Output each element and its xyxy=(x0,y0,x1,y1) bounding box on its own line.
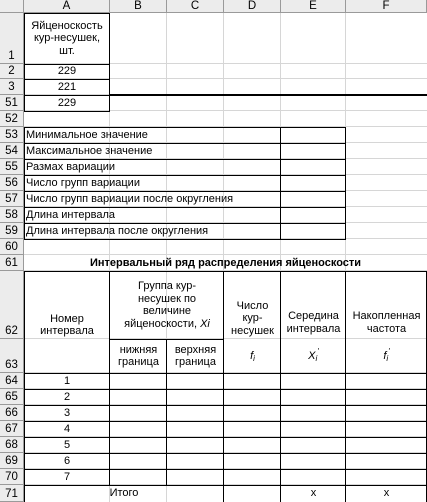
stat-label-text: Число групп вариации после округления xyxy=(26,192,234,205)
row-header-label: 71 xyxy=(5,488,18,500)
interval-data-cell[interactable] xyxy=(167,437,224,453)
cumulative-header-line: частота xyxy=(366,322,407,335)
symbol-fi-prime[interactable] xyxy=(346,339,427,373)
cumulative-header xyxy=(353,310,421,335)
row-header-59[interactable] xyxy=(0,223,24,239)
stat-value-cell[interactable] xyxy=(281,127,346,143)
interval-data-cell[interactable] xyxy=(167,389,224,405)
row-header-label: 62 xyxy=(5,325,18,337)
table-title: Интервальный ряд распределения яйценоскости xyxy=(89,256,362,269)
interval-number-text: 1 xyxy=(63,374,71,387)
interval-number-cell[interactable] xyxy=(24,437,110,453)
count-header xyxy=(231,300,274,338)
value-cell[interactable] xyxy=(24,79,110,95)
x-mark: x xyxy=(310,487,317,500)
row-header-label: 64 xyxy=(5,375,18,387)
upper-bound-header-line: верхняя xyxy=(174,343,217,356)
row-header-58[interactable] xyxy=(0,207,24,223)
upper-bound-header-line: граница xyxy=(175,356,216,368)
interval-data-cell[interactable] xyxy=(281,373,346,389)
row-header-label: 67 xyxy=(5,423,18,435)
lower-bound-header xyxy=(118,344,159,369)
total-label: Итого xyxy=(109,487,139,500)
row-header-label: 2 xyxy=(8,65,15,77)
stat-value-cell[interactable] xyxy=(281,191,346,207)
interval-number-text: 7 xyxy=(63,470,71,483)
interval-number-text: 3 xyxy=(63,406,71,419)
stat-label-cell[interactable] xyxy=(24,207,281,223)
row-header-57[interactable] xyxy=(0,191,24,207)
interval-data-cell[interactable] xyxy=(224,437,281,453)
row-header-label: 52 xyxy=(5,113,18,125)
row-header-60[interactable] xyxy=(0,239,24,255)
table-title-cell[interactable] xyxy=(24,255,427,271)
stat-label-text: Максимальное значение xyxy=(26,144,153,157)
lower-bound-header-line: нижняя xyxy=(119,343,158,356)
row-header-64[interactable] xyxy=(0,373,24,389)
count-header-line: Число xyxy=(236,299,269,312)
column-header-d[interactable] xyxy=(224,0,281,13)
interval-data-cell[interactable] xyxy=(224,421,281,437)
column-header-f[interactable] xyxy=(346,0,427,13)
symbol-xi-sub: i xyxy=(315,353,318,363)
interval-number-header-line: Номер xyxy=(50,312,84,325)
value-text: 229 xyxy=(57,65,77,78)
row-header-3[interactable] xyxy=(0,79,24,95)
group-header-line: Группа кур- xyxy=(137,280,196,292)
row-header-label: 3 xyxy=(8,81,15,93)
interval-data-cell[interactable] xyxy=(224,469,281,485)
egg-production-header-line: Яйценоскость xyxy=(31,19,103,32)
stat-value-cell[interactable] xyxy=(281,159,346,175)
row-header-52[interactable] xyxy=(0,111,24,127)
total-cumulative-cell[interactable] xyxy=(346,485,427,502)
interval-data-cell[interactable] xyxy=(281,437,346,453)
column-header-c[interactable] xyxy=(167,0,224,13)
interval-data-cell[interactable] xyxy=(346,453,427,469)
row-header-51[interactable] xyxy=(0,95,24,111)
interval-data-cell[interactable] xyxy=(167,405,224,421)
interval-number-text: 5 xyxy=(63,438,71,451)
stat-label-text: Размах вариации xyxy=(26,160,116,173)
group-header-line: несушек по xyxy=(137,292,197,305)
upper-bound-header xyxy=(175,344,216,369)
cumulative-header-line: Накопленная xyxy=(352,310,421,322)
row-header-63[interactable] xyxy=(0,339,24,373)
column-header-label: F xyxy=(382,0,390,12)
row-header-55[interactable] xyxy=(0,159,24,175)
stat-value-cell[interactable] xyxy=(281,223,346,239)
interval-data-cell[interactable] xyxy=(346,469,427,485)
header-middle[interactable] xyxy=(281,271,346,339)
x-mark: x xyxy=(383,487,390,500)
total-label-cell[interactable] xyxy=(24,485,224,502)
column-header-e[interactable] xyxy=(281,0,346,13)
symbol-xi-base: X xyxy=(308,349,316,362)
interval-data-cell[interactable] xyxy=(281,453,346,469)
row-header-62[interactable] xyxy=(0,271,24,339)
stat-label-text: Длина интервала после округления xyxy=(26,224,209,237)
row-header-label: 54 xyxy=(5,145,18,157)
lower-bound-header-line: граница xyxy=(118,356,159,368)
row-header-label: 55 xyxy=(5,161,18,173)
row-header-67[interactable] xyxy=(0,421,24,437)
symbol-fi-prime-sup: ' xyxy=(388,346,390,356)
interval-data-cell[interactable] xyxy=(110,469,167,485)
header-cumulative[interactable] xyxy=(346,271,427,339)
stat-value-cell[interactable] xyxy=(281,143,346,159)
header-cell-egg-production[interactable] xyxy=(24,13,110,64)
interval-data-cell[interactable] xyxy=(110,389,167,405)
stat-label-cell[interactable] xyxy=(24,143,281,159)
column-header-b[interactable] xyxy=(110,0,167,13)
interval-data-cell[interactable] xyxy=(281,389,346,405)
stat-label-text: Минимальное значение xyxy=(26,128,148,141)
row-header-label: 51 xyxy=(5,97,18,109)
interval-data-cell[interactable] xyxy=(224,389,281,405)
interval-data-cell[interactable] xyxy=(110,453,167,469)
interval-number-header-line: интервала xyxy=(40,325,94,337)
interval-number-cell[interactable] xyxy=(24,421,110,437)
row-header-label: 69 xyxy=(5,455,18,467)
symbol-fi-base: f xyxy=(250,349,254,362)
group-header-xi: Xi xyxy=(200,317,210,330)
row-header-label: 65 xyxy=(5,391,18,403)
border-h xyxy=(110,94,427,96)
row-header-68[interactable] xyxy=(0,437,24,453)
middle-header-line: Середина xyxy=(288,310,339,322)
row-header-label: 61 xyxy=(5,257,18,269)
symbol-xi[interactable] xyxy=(281,339,346,373)
symbol-xi-sup: ' xyxy=(317,346,319,356)
column-header-label: C xyxy=(190,0,200,12)
row-header-label: 59 xyxy=(5,225,18,237)
border-h xyxy=(24,111,110,112)
interval-number-text: 6 xyxy=(63,454,71,467)
total-count-cell[interactable] xyxy=(224,485,281,502)
total-middle-cell[interactable] xyxy=(281,485,346,502)
column-header-label: B xyxy=(134,0,142,12)
group-header xyxy=(124,280,210,330)
stat-label-text: Длина интервала xyxy=(26,208,116,221)
symbol-fi-sub: i xyxy=(253,353,255,363)
row-header-71[interactable] xyxy=(0,485,24,502)
stat-value-cell[interactable] xyxy=(281,175,346,191)
interval-number-cell[interactable] xyxy=(24,453,110,469)
interval-data-cell[interactable] xyxy=(110,373,167,389)
symbol-fi-prime-base: f xyxy=(383,349,387,362)
row-header-61[interactable] xyxy=(0,255,24,271)
row-header-66[interactable] xyxy=(0,405,24,421)
row-header-label: 53 xyxy=(5,129,18,141)
interval-data-cell[interactable] xyxy=(110,405,167,421)
interval-data-cell[interactable] xyxy=(224,373,281,389)
value-cell[interactable] xyxy=(24,64,110,79)
value-text: 229 xyxy=(57,96,77,109)
column-header-label: E xyxy=(309,0,317,12)
interval-data-cell[interactable] xyxy=(110,437,167,453)
interval-data-cell[interactable] xyxy=(346,389,427,405)
row-header-label: 57 xyxy=(5,193,18,205)
interval-data-cell[interactable] xyxy=(167,453,224,469)
count-header-line: кур- xyxy=(242,312,263,324)
row-header-1[interactable] xyxy=(0,13,24,64)
row-header-56[interactable] xyxy=(0,175,24,191)
interval-data-cell[interactable] xyxy=(346,421,427,437)
interval-data-cell[interactable] xyxy=(346,373,427,389)
egg-production-header-line: шт. xyxy=(59,44,75,57)
interval-number-cell[interactable] xyxy=(24,469,110,485)
column-header-label: A xyxy=(62,0,71,12)
row-header-53[interactable] xyxy=(0,127,24,143)
header-group[interactable] xyxy=(110,271,224,339)
row-header-70[interactable] xyxy=(0,469,24,485)
count-header-line: несушек xyxy=(231,324,274,337)
interval-data-cell[interactable] xyxy=(281,421,346,437)
row-header-label: 1 xyxy=(8,50,15,62)
interval-data-cell[interactable] xyxy=(110,421,167,437)
row-header-label: 63 xyxy=(5,359,18,371)
interval-number-text: 2 xyxy=(63,390,71,403)
row-header-69[interactable] xyxy=(0,453,24,469)
symbol-fi-prime-sub: i xyxy=(386,353,389,363)
stat-label-cell[interactable] xyxy=(24,159,281,175)
egg-production-header-line: кур-несушек, xyxy=(33,32,101,45)
stat-value-cell[interactable] xyxy=(281,207,346,223)
group-header-line: величине xyxy=(142,305,192,317)
header-count[interactable] xyxy=(224,271,281,339)
column-header-label: D xyxy=(247,0,257,12)
row-header-label: 58 xyxy=(5,209,18,221)
interval-data-cell[interactable] xyxy=(281,405,346,421)
interval-data-cell[interactable] xyxy=(346,437,427,453)
select-all-corner[interactable] xyxy=(0,0,24,13)
interval-data-cell[interactable] xyxy=(167,469,224,485)
row-header-2[interactable] xyxy=(0,64,24,79)
row-header-label: 56 xyxy=(5,177,18,189)
row-header-65[interactable] xyxy=(0,389,24,405)
row-header-label: 60 xyxy=(5,241,18,253)
column-header-a[interactable] xyxy=(24,0,110,13)
value-text: 221 xyxy=(57,80,77,93)
value-cell[interactable] xyxy=(24,95,110,111)
group-header-line: яйценоскости, Xi xyxy=(124,317,210,330)
symbol-fi[interactable] xyxy=(224,339,281,373)
stat-label-cell[interactable] xyxy=(24,127,281,143)
egg-production-header xyxy=(31,20,102,58)
interval-data-cell[interactable] xyxy=(224,405,281,421)
row-header-label: 68 xyxy=(5,439,18,451)
stat-label-cell[interactable] xyxy=(24,191,281,207)
stat-label-cell[interactable] xyxy=(24,175,281,191)
interval-data-cell[interactable] xyxy=(346,405,427,421)
interval-data-cell[interactable] xyxy=(167,373,224,389)
interval-number-cell[interactable] xyxy=(24,389,110,405)
interval-data-cell[interactable] xyxy=(167,421,224,437)
interval-number-text: 4 xyxy=(63,422,71,435)
header-interval-number[interactable] xyxy=(24,271,110,373)
middle-header xyxy=(287,310,341,335)
row-header-label: 70 xyxy=(5,471,18,483)
interval-data-cell[interactable] xyxy=(281,469,346,485)
row-header-label: 66 xyxy=(5,407,18,419)
interval-number-header xyxy=(40,313,94,338)
interval-number-cell[interactable] xyxy=(24,373,110,389)
interval-data-cell[interactable] xyxy=(224,453,281,469)
stat-label-cell[interactable] xyxy=(24,223,281,239)
middle-header-line: интервала xyxy=(286,322,341,335)
header-upper-bound[interactable] xyxy=(167,339,224,373)
row-header-54[interactable] xyxy=(0,143,24,159)
border-h xyxy=(24,239,346,240)
stat-label-text: Число групп вариации xyxy=(26,176,140,189)
interval-number-cell[interactable] xyxy=(24,405,110,421)
header-lower-bound[interactable] xyxy=(110,339,167,373)
